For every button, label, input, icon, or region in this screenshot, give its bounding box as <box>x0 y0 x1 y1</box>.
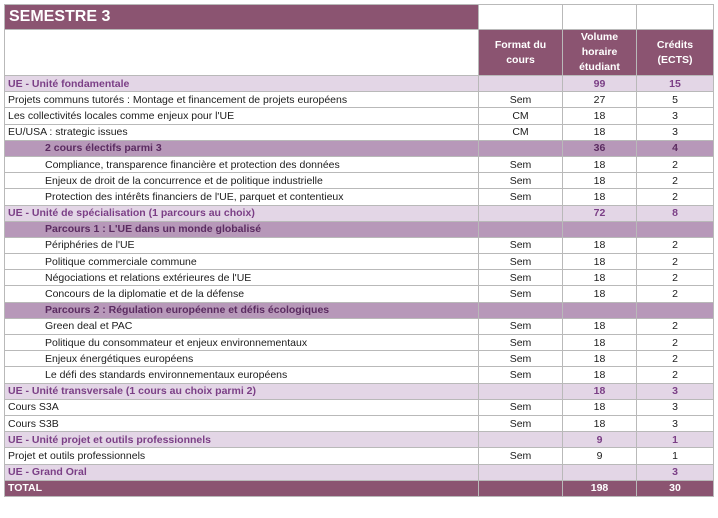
cell-volume: 18 <box>563 124 637 140</box>
header-row <box>5 30 714 76</box>
cell-label: Compliance, transparence financière et protection des données <box>5 156 479 172</box>
ue-row <box>5 383 714 399</box>
cell-credits: 5 <box>637 92 714 108</box>
cell-label: Négociations et relations extérieures de l'UE <box>5 270 479 286</box>
elective-course-row <box>5 351 714 367</box>
cell-credits <box>637 302 714 318</box>
cell-volume: 72 <box>563 205 637 221</box>
cell-credits: 2 <box>637 335 714 351</box>
elective-course-row <box>5 173 714 189</box>
elective-group-row <box>5 221 714 237</box>
cell-credits: 3 <box>637 108 714 124</box>
cell-format: Sem <box>479 189 563 205</box>
cell-format <box>479 221 563 237</box>
cell-credits: 2 <box>637 367 714 383</box>
cell-format: Sem <box>479 237 563 253</box>
cell-label: Parcours 1 : L'UE dans un monde globalisé <box>5 221 479 237</box>
cell-format <box>479 140 563 156</box>
cell-format: CM <box>479 108 563 124</box>
cell-label: Parcours 2 : Régulation européenne et défis écologiques <box>5 302 479 318</box>
cell-format: Sem <box>479 335 563 351</box>
elective-course-row <box>5 286 714 302</box>
course-row <box>5 399 714 415</box>
cell-credits: 2 <box>637 189 714 205</box>
cell-label: Politique du consommateur et enjeux environnementaux <box>5 335 479 351</box>
cell-label: Green deal et PAC <box>5 318 479 334</box>
cell-credits: 1 <box>637 448 714 464</box>
cell-volume: 18 <box>563 399 637 415</box>
cell-format: Sem <box>479 254 563 270</box>
cell-volume: 198 <box>563 480 637 496</box>
cell-label: UE - Unité projet et outils professionnels <box>5 432 479 448</box>
elective-group-row <box>5 302 714 318</box>
elective-course-row <box>5 237 714 253</box>
cell-volume: 18 <box>563 237 637 253</box>
cell-credits: 1 <box>637 432 714 448</box>
cell-label: UE - Unité fondamentale <box>5 76 479 92</box>
cell-label: UE - Grand Oral <box>5 464 479 480</box>
cell-label: UE - Unité de spécialisation (1 parcours au choix) <box>5 205 479 221</box>
cell-volume: 18 <box>563 189 637 205</box>
cell-credits: 2 <box>637 173 714 189</box>
cell-credits: 2 <box>637 270 714 286</box>
cell-label: Le défi des standards environnementaux européens <box>5 367 479 383</box>
elective-course-row <box>5 189 714 205</box>
semester-title: SEMESTRE 3 <box>5 5 479 30</box>
header-blank <box>5 30 479 76</box>
cell-volume: 18 <box>563 351 637 367</box>
cell-volume: 18 <box>563 156 637 172</box>
cell-label: EU/USA : strategic issues <box>5 124 479 140</box>
cell-format <box>479 205 563 221</box>
cell-label: Enjeux énergétiques européens <box>5 351 479 367</box>
semester-table <box>4 4 714 497</box>
cell-credits: 3 <box>637 383 714 399</box>
ue-row <box>5 464 714 480</box>
elective-course-row <box>5 254 714 270</box>
cell-format: Sem <box>479 399 563 415</box>
cell-credits: 3 <box>637 464 714 480</box>
cell-format: Sem <box>479 367 563 383</box>
semester-title-row <box>5 5 714 30</box>
cell-volume <box>563 464 637 480</box>
cell-label: Politique commerciale commune <box>5 254 479 270</box>
course-row <box>5 415 714 431</box>
cell-credits: 2 <box>637 318 714 334</box>
cell-label: Projets communs tutorés : Montage et financement de projets européens <box>5 92 479 108</box>
cell-volume: 18 <box>563 367 637 383</box>
cell-format <box>479 383 563 399</box>
cell-credits: 2 <box>637 254 714 270</box>
cell-format: Sem <box>479 173 563 189</box>
cell-format <box>479 480 563 496</box>
cell-format <box>479 464 563 480</box>
cell-credits: 2 <box>637 237 714 253</box>
cell-volume: 18 <box>563 415 637 431</box>
cell-format <box>479 76 563 92</box>
header-volume: Volume horaire étudiant <box>563 30 637 76</box>
cell-label: Concours de la diplomatie et de la défense <box>5 286 479 302</box>
elective-course-row <box>5 270 714 286</box>
cell-format: Sem <box>479 156 563 172</box>
cell-volume: 18 <box>563 335 637 351</box>
cell-volume: 36 <box>563 140 637 156</box>
cell-credits: 2 <box>637 156 714 172</box>
cell-credits: 2 <box>637 286 714 302</box>
cell-format: Sem <box>479 286 563 302</box>
cell-label: Périphéries de l'UE <box>5 237 479 253</box>
cell-volume <box>563 302 637 318</box>
elective-course-row <box>5 318 714 334</box>
cell-label: Cours S3A <box>5 399 479 415</box>
cell-volume: 18 <box>563 173 637 189</box>
course-row <box>5 124 714 140</box>
cell-credits: 30 <box>637 480 714 496</box>
cell-credits: 3 <box>637 399 714 415</box>
cell-format: Sem <box>479 351 563 367</box>
cell-volume <box>563 221 637 237</box>
ue-row <box>5 205 714 221</box>
total-row <box>5 480 714 496</box>
course-row <box>5 108 714 124</box>
cell-label: Les collectivités locales comme enjeux pour l'UE <box>5 108 479 124</box>
ue-row <box>5 76 714 92</box>
cell-format: Sem <box>479 415 563 431</box>
elective-group-row <box>5 140 714 156</box>
cell-credits: 15 <box>637 76 714 92</box>
ue-row <box>5 432 714 448</box>
cell-volume: 27 <box>563 92 637 108</box>
cell-format <box>479 432 563 448</box>
cell-volume: 18 <box>563 254 637 270</box>
cell-volume: 18 <box>563 270 637 286</box>
cell-format: Sem <box>479 92 563 108</box>
elective-course-row <box>5 156 714 172</box>
cell-volume: 9 <box>563 432 637 448</box>
elective-course-row <box>5 367 714 383</box>
cell-volume: 18 <box>563 318 637 334</box>
cell-credits <box>637 221 714 237</box>
cell-credits: 8 <box>637 205 714 221</box>
cell-label: Protection des intérêts financiers de l'UE, parquet et contentieux <box>5 189 479 205</box>
cell-credits: 3 <box>637 415 714 431</box>
header-format: Format du cours <box>479 30 563 76</box>
cell-format <box>479 302 563 318</box>
cell-label: UE - Unité transversale (1 cours au choix parmi 2) <box>5 383 479 399</box>
cell-label: Projet et outils professionnels <box>5 448 479 464</box>
cell-format: Sem <box>479 270 563 286</box>
elective-course-row <box>5 335 714 351</box>
cell-credits: 2 <box>637 351 714 367</box>
cell-volume: 18 <box>563 286 637 302</box>
cell-volume: 99 <box>563 76 637 92</box>
cell-volume: 9 <box>563 448 637 464</box>
cell-label: 2 cours électifs parmi 3 <box>5 140 479 156</box>
cell-credits: 4 <box>637 140 714 156</box>
cell-volume: 18 <box>563 108 637 124</box>
cell-format: Sem <box>479 448 563 464</box>
cell-volume: 18 <box>563 383 637 399</box>
course-row <box>5 92 714 108</box>
cell-credits: 3 <box>637 124 714 140</box>
cell-label: Enjeux de droit de la concurrence et de politique industrielle <box>5 173 479 189</box>
cell-label: Cours S3B <box>5 415 479 431</box>
cell-format: Sem <box>479 318 563 334</box>
header-credits: Crédits (ECTS) <box>637 30 714 76</box>
cell-label: TOTAL <box>5 480 479 496</box>
cell-format: CM <box>479 124 563 140</box>
course-row <box>5 448 714 464</box>
